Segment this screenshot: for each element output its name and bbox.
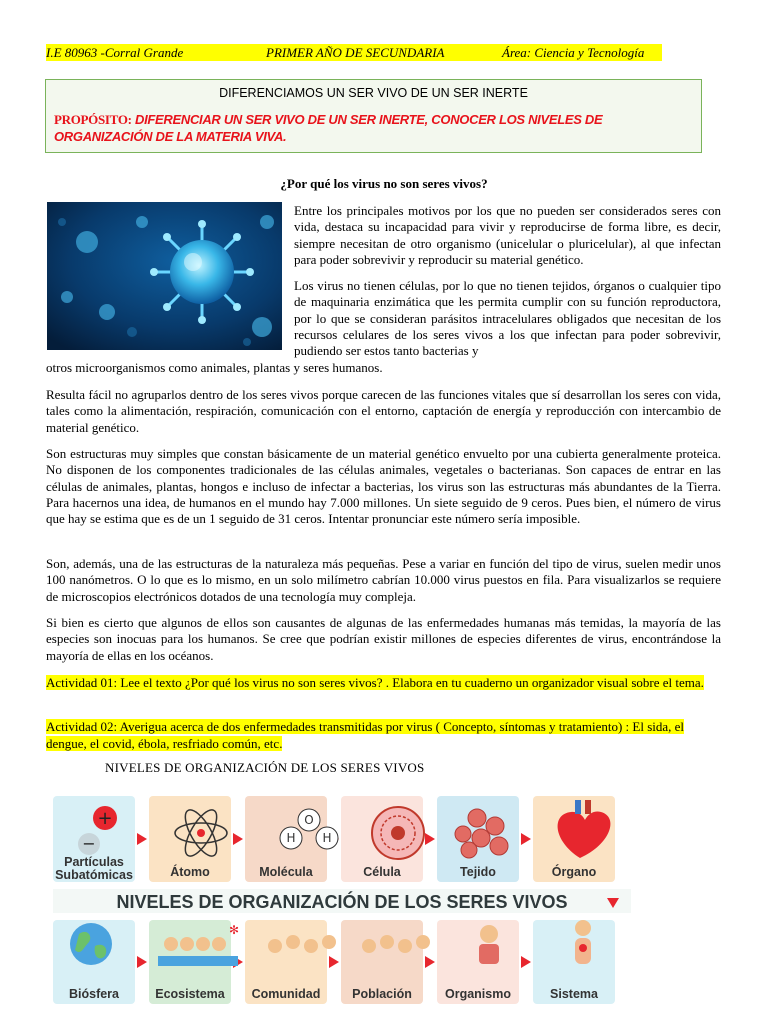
paragraph-5: Son, además, una de las estructuras de la naturaleza más pequeñas. Pese a variar en función del tipo de virus, suelen medir unos 100 nanómetros. O lo que es lo mismo, en un solo milímetro cabrían 10.000 virus puestos en fila. Para visualizarlos se requiere de microscopios electrónicos dotados de una tecnología muy compleja. xyxy=(46,556,721,604)
grade-label: PRIMER AÑO DE SECUNDARIA xyxy=(266,45,445,60)
purpose-box xyxy=(45,79,702,153)
purpose-body: DIFERENCIAR UN SER VIVO DE UN SER INERTE, CONOCER LOS NIVELES DE ORGANIZACIÓN DE LA MATERIA VIVA. xyxy=(54,112,603,144)
paragraph-4: Son estructuras muy simples que constan básicamente de un material genético envuelto por una cubierta generalmente proteica. No disponen de los componentes tradicionales de las células animales, vegetales o bacterianas. Son capaces de entrar en las células de animales, plantas, hongos e incluso de infectar a bacterias, los virus son las estructuras más abundantes de la Tierra. Para hacernos una idea, de humanos en el mundo hay 7.000 millones. Un siete seguido de 9 ceros. Pues bien, el número de virus que hay se estima que es de un 1 seguido de 31 ceros. Intentar pronunciar este número sería imposible. xyxy=(46,446,721,527)
virus-illustration xyxy=(47,202,282,350)
svg-text:✻: ✻ xyxy=(229,923,240,937)
activity-2 xyxy=(46,718,721,752)
level-label-bottom-2: Comunidad xyxy=(251,987,321,1001)
level-label-top-3: Célula xyxy=(363,865,401,879)
svg-text:O: O xyxy=(304,813,314,827)
level-label-bottom-3: Población xyxy=(352,987,412,1001)
cell-icon xyxy=(372,807,424,859)
area-label: Área: Ciencia y Tecnología xyxy=(502,45,645,60)
level-label-top-1: Átomo xyxy=(170,865,210,879)
level-label-bottom-1: Ecosistema xyxy=(155,987,225,1001)
level-label-bottom-5: Sistema xyxy=(550,987,598,1001)
level-label-top-2: Molécula xyxy=(259,865,313,879)
svg-text:H: H xyxy=(322,831,332,845)
level-label-top-0: Partículas xyxy=(64,855,124,869)
paragraph-2-part-b: otros microorganismos como animales, plantas y seres humanos. xyxy=(46,360,383,375)
level-label-bottom-0: Biósfera xyxy=(68,987,120,1001)
system-icon xyxy=(575,920,591,964)
lesson-title: DIFERENCIAMOS UN SER VIVO DE UN SER INERTE xyxy=(219,86,528,100)
activity-1-text: Actividad 01: Lee el texto ¿Por qué los virus no son seres vivos? . Elabora en tu cuaderno un organizador visual sobre el tema. xyxy=(46,675,704,690)
levels-infographic xyxy=(53,796,631,1004)
levels-heading: NIVELES DE ORGANIZACIÓN DE LOS SERES VIVOS xyxy=(105,760,425,775)
organism-icon xyxy=(479,925,499,964)
school-name: I.E 80963 -Corral Grande xyxy=(46,45,184,60)
biosphere-icon xyxy=(70,923,112,965)
paragraph-2-part-a: Los virus no tienen células, por lo que no tienen tejidos, órganos o cualquier tipo de maquinaria enzimática que les permita cumplir con su función reproductora, por lo que se consideran parásitos intracelulares obligados que necesitan de los recursos celulares de los seres vivos a los que infectan para poder sobrevivir, pudiendo ser estos tanto bacterias y xyxy=(294,278,721,359)
header-bar xyxy=(46,44,662,61)
level-label-top-0: Subatómicas xyxy=(55,868,133,882)
svg-text:−: − xyxy=(82,834,96,853)
activity-2-text: Actividad 02: Averigua acerca de dos enfermedades transmitidas por virus ( Concepto, síntomas y tratamiento) : El sida, el dengue, el covid, ébola, resfriado común, etc. xyxy=(46,719,685,751)
paragraph-6: Si bien es cierto que algunos de ellos son causantes de algunas de las enfermedades humanas más temidas, la mayoría de las especies son inocuas para los humanos. Se cree que podrían existir millones de especies diferentes de virus, encontrándose la mayoría de ellas en los océanos. xyxy=(46,615,721,663)
svg-text:H: H xyxy=(286,831,296,845)
levels-banner: NIVELES DE ORGANIZACIÓN DE LOS SERES VIVOS xyxy=(116,892,568,912)
activity-1 xyxy=(46,674,721,691)
svg-text:+: + xyxy=(97,808,113,829)
article-question: ¿Por qué los virus no son seres vivos? xyxy=(280,176,488,191)
level-label-bottom-4: Organismo xyxy=(445,987,511,1001)
paragraph-1: Entre los principales motivos por los que no pueden ser considerados seres con vida, destaca su incapacidad para vivir y reproducirse de forma libre, es decir, siempre necesitan de otro organismo (unicelular o pluricelular), al que infectan para poder sobrevivir y reproducir su material genético. xyxy=(294,203,721,267)
level-label-top-4: Tejido xyxy=(460,865,496,879)
purpose-label: PROPÓSITO: xyxy=(54,112,132,127)
paragraph-3: Resulta fácil no agruparlos dentro de los seres vivos porque carecen de las funciones vitales que sí desarrollan los seres con vida, tales como la alimentación, respiración, comunicación con el entorno, captación de energía y reproducción con intercambio de material genético. xyxy=(46,387,721,435)
level-label-top-5: Órgano xyxy=(551,865,597,879)
purpose-text xyxy=(54,111,691,145)
